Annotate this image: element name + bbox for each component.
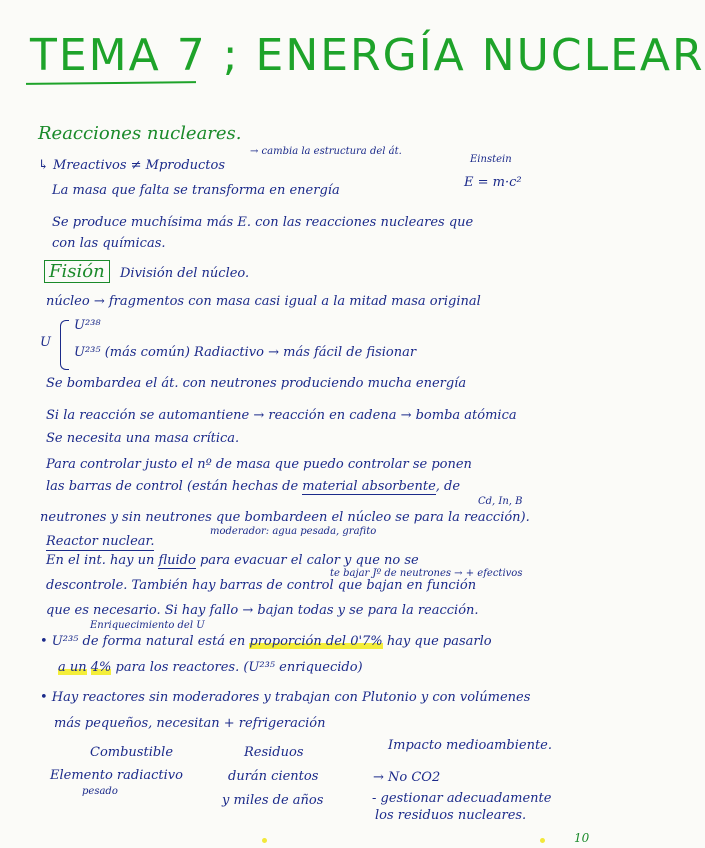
quimicas-line: con las químicas. (52, 236, 166, 251)
masa-transforma-line: La masa que falta se transforma en energía (52, 183, 340, 198)
yellow-dot (262, 838, 267, 843)
fallo-line: que es necesario. Si hay fallo → bajan todas y se para la reacción. (46, 603, 479, 618)
fluido-word: fluido (158, 553, 196, 568)
masa-critica-line: Se necesita una masa crítica. (46, 431, 240, 446)
einstein-formula: E = m·c² (464, 175, 522, 190)
u238-line: U²³⁸ (74, 318, 101, 333)
combustible-header: Combustible (90, 745, 174, 760)
cambia-estructura-note: → cambia la estructura del át. (250, 146, 402, 157)
neutrones-line: neutrones y sin neutrones que bombardeen el núcleo se para la reacción). (40, 510, 530, 525)
reactor-nuclear-label: Reactor nuclear. (46, 534, 155, 549)
reactivos-productos-line: ↳ Mreactivos ≠ Mproductos (38, 158, 226, 173)
fision-label: Fisión (44, 262, 110, 282)
yellow-dot (540, 838, 545, 843)
title-underline (26, 81, 196, 85)
nucleo-fragmentos-line: núcleo → fragmentos con masa casi igual a la mitad masa original (46, 294, 481, 309)
einstein-label: Einstein (470, 154, 512, 165)
interior-fluido-line: En el int. hay un fluido para evacuar el calor y que no se (46, 553, 419, 568)
descontrole-line: descontrole. También hay barras de control que bajan en función (46, 578, 477, 593)
page-number: 10 (574, 831, 590, 845)
u235-natural-line: • U²³⁵ de forma natural está en proporción del 0'7% hay que pasarlo (40, 634, 492, 649)
material-absorbente: material absorbente (302, 479, 436, 494)
controlar-line: Para controlar justo el nº de masa que puedo controlar se ponen (46, 457, 472, 472)
residuos-cell-2: y miles de años (222, 793, 324, 808)
fision-definition: División del núcleo. (120, 266, 250, 281)
combustible-cell-1: Elemento radiactivo (50, 768, 183, 783)
page-title: TEMA 7 ; ENERGÍA NUCLEAR (30, 30, 705, 81)
combustible-cell-2: pesado (82, 786, 118, 797)
impacto-cell-2: - gestionar adecuadamente (372, 791, 552, 806)
impacto-header: Impacto medioambiente. (388, 738, 552, 753)
bombardea-line: Se bombardea el át. con neutrones produciendo mucha energía (46, 376, 467, 391)
residuos-header: Residuos (244, 745, 304, 760)
uranio-brace (60, 320, 69, 370)
impacto-cell-3: los residuos nucleares. (375, 808, 527, 823)
section-heading-reacciones: Reacciones nucleares. (38, 123, 242, 144)
impacto-cell-1: → No CO2 (373, 770, 441, 785)
automantiene-line: Si la reacción se automantiene → reacción en cadena → bomba atómica (46, 408, 517, 423)
residuos-cell-1: durán cientos (228, 769, 319, 784)
uranio-label: U (40, 335, 51, 350)
neutrones-efectivos-note: te bajar Jº de neutrones → + efectivos (330, 568, 523, 579)
enriquecido-line: a un 4% para los reactores. (U²³⁵ enriquecido) (58, 660, 363, 675)
muchisima-energia-line: Se produce muchísima más E. con las reacciones nucleares que (52, 215, 474, 230)
four-percent-highlight: 4% (90, 660, 112, 675)
barras-control-line: las barras de control (están hechas de material absorbente, de (46, 479, 461, 494)
proporcion-highlight: proporción del 0'7% (249, 634, 383, 649)
u235-line: U²³⁵ (más común) Radiactivo → más fácil de fisionar (74, 345, 417, 360)
plutonio-line: • Hay reactores sin moderadores y trabajan con Plutonio y con volúmenes (40, 690, 531, 705)
enriquecimiento-note: Enriquecimiento del U (90, 620, 205, 631)
moderador-note: moderador: agua pesada, grafito (210, 526, 377, 537)
elements-cd-in-b: Cd, In, B (478, 496, 523, 507)
refrigeracion-line: más pequeños, necesitan + refrigeración (54, 716, 326, 731)
